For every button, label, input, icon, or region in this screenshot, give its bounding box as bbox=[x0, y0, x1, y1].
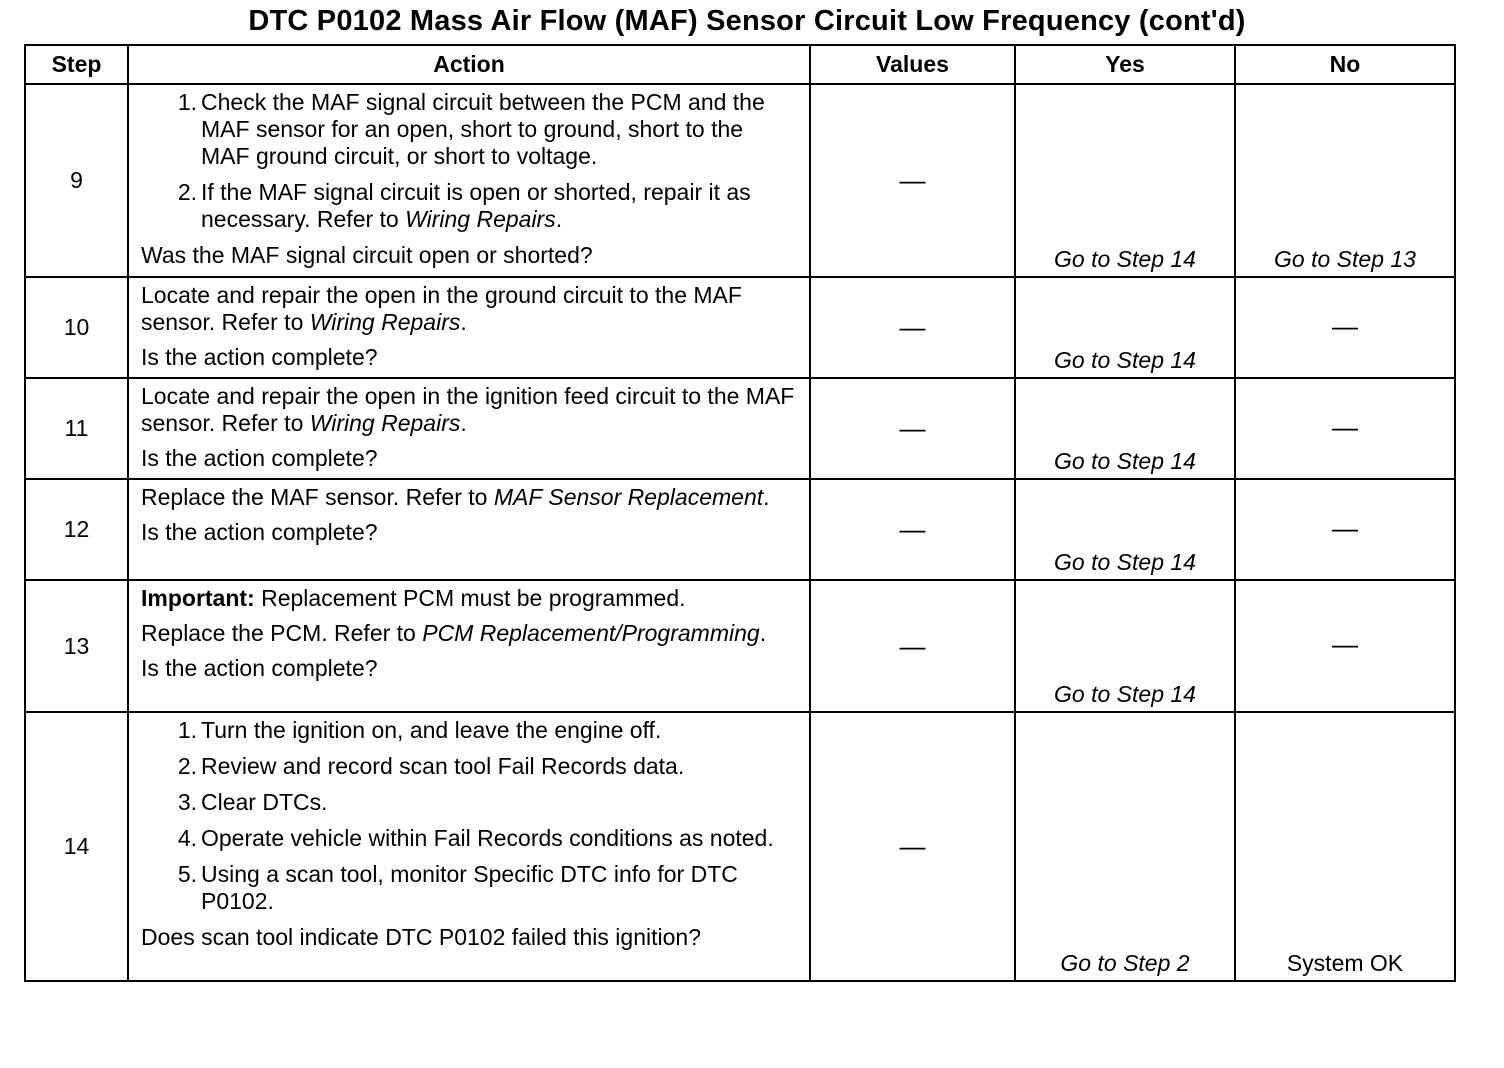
table-header-row bbox=[25, 45, 1455, 84]
header-values: Values bbox=[810, 45, 1015, 84]
diagnostic-table bbox=[24, 44, 1456, 982]
reference-link: Wiring Repairs bbox=[405, 206, 556, 232]
action-text bbox=[141, 620, 797, 647]
action-text-main: Locate and repair the open in the ignition feed circuit to the MAF sensor. Refer to bbox=[141, 383, 795, 436]
list-item bbox=[141, 717, 797, 744]
action-text-main: Replace the MAF sensor. Refer to bbox=[141, 484, 488, 510]
list-item bbox=[141, 753, 797, 780]
step-number: 12 bbox=[25, 479, 128, 580]
action-question: Does scan tool indicate DTC P0102 failed this ignition? bbox=[141, 924, 701, 950]
action-question: Is the action complete? bbox=[141, 344, 378, 370]
no-cell: Go to Step 13 bbox=[1235, 84, 1455, 277]
yes-cell: Go to Step 14 bbox=[1015, 277, 1235, 378]
list-text: Operate vehicle within Fail Records conditions as noted. bbox=[201, 825, 774, 851]
action-list bbox=[141, 717, 797, 915]
list-text-end: . bbox=[555, 206, 563, 232]
action-text bbox=[141, 383, 797, 437]
step-number: 14 bbox=[25, 712, 128, 981]
list-item bbox=[141, 789, 797, 816]
action-text-end: . bbox=[460, 309, 467, 335]
list-text: Review and record scan tool Fail Records data. bbox=[201, 753, 685, 779]
action-list bbox=[141, 89, 797, 233]
table-row-step-11 bbox=[25, 378, 1455, 479]
list-text: Using a scan tool, monitor Specific DTC info for DTC P0102. bbox=[201, 861, 738, 914]
list-number: 3. bbox=[177, 789, 197, 815]
header-step: Step bbox=[25, 45, 128, 84]
header-no: No bbox=[1235, 45, 1455, 84]
no-cell: — bbox=[1235, 378, 1455, 479]
header-action: Action bbox=[128, 45, 810, 84]
action-text-main: Replace the PCM. Refer to bbox=[141, 620, 416, 646]
reference-link: MAF Sensor Replacement bbox=[493, 484, 764, 510]
table-row-step-14 bbox=[25, 712, 1455, 981]
no-cell: — bbox=[1235, 277, 1455, 378]
no-cell: System OK bbox=[1235, 712, 1455, 981]
page-title: DTC P0102 Mass Air Flow (MAF) Sensor Circuit Low Frequency (cont'd) bbox=[248, 5, 1246, 37]
no-cell: — bbox=[1235, 479, 1455, 580]
action-text-end: . bbox=[763, 484, 770, 510]
header-yes: Yes bbox=[1015, 45, 1235, 84]
step-number: 11 bbox=[25, 378, 128, 479]
values-cell: — bbox=[810, 580, 1015, 712]
list-number: 1. bbox=[177, 89, 197, 115]
action-text-end: . bbox=[460, 410, 467, 436]
action-question: Was the MAF signal circuit open or shorted? bbox=[141, 242, 593, 268]
values-cell: — bbox=[810, 84, 1015, 277]
action-question: Is the action complete? bbox=[141, 445, 378, 471]
table-row-step-9 bbox=[25, 84, 1455, 277]
no-cell: — bbox=[1235, 580, 1455, 712]
values-cell: — bbox=[810, 378, 1015, 479]
table-row-step-10 bbox=[25, 277, 1455, 378]
values-cell: — bbox=[810, 712, 1015, 981]
step-number: 9 bbox=[25, 84, 128, 277]
list-item bbox=[141, 179, 797, 233]
action-text bbox=[141, 484, 797, 511]
list-text bbox=[201, 179, 797, 233]
yes-cell: Go to Step 2 bbox=[1015, 712, 1235, 981]
yes-cell: Go to Step 14 bbox=[1015, 580, 1235, 712]
action-text bbox=[141, 282, 797, 336]
table-row-step-13 bbox=[25, 580, 1455, 712]
list-item bbox=[141, 861, 797, 915]
action-cell bbox=[128, 580, 810, 712]
reference-link: Wiring Repairs bbox=[309, 309, 461, 335]
list-text: Turn the ignition on, and leave the engine off. bbox=[201, 717, 662, 743]
list-text-main: If the MAF signal circuit is open or shorted, repair it as necessary. Refer to bbox=[201, 179, 751, 232]
action-text-main: Locate and repair the open in the ground circuit to the MAF sensor. Refer to bbox=[141, 282, 742, 335]
action-question: Is the action complete? bbox=[141, 519, 378, 545]
action-question: Is the action complete? bbox=[141, 655, 378, 681]
important-note bbox=[141, 585, 797, 612]
action-cell bbox=[128, 378, 810, 479]
action-text-end: . bbox=[759, 620, 767, 646]
step-number: 10 bbox=[25, 277, 128, 378]
list-text: Check the MAF signal circuit between the PCM and the MAF sensor for an open, short to ground, short to the MAF ground circuit, or short to voltage. bbox=[201, 89, 765, 169]
list-number: 1. bbox=[177, 717, 197, 743]
list-text: Clear DTCs. bbox=[201, 789, 328, 815]
yes-cell: Go to Step 14 bbox=[1015, 378, 1235, 479]
important-label: Important: bbox=[141, 585, 255, 611]
list-number: 2. bbox=[177, 179, 197, 205]
values-cell: — bbox=[810, 479, 1015, 580]
yes-cell: Go to Step 14 bbox=[1015, 84, 1235, 277]
list-number: 5. bbox=[177, 861, 197, 887]
values-cell: — bbox=[810, 277, 1015, 378]
action-cell bbox=[128, 712, 810, 981]
list-item bbox=[141, 89, 797, 170]
reference-link: Wiring Repairs bbox=[309, 410, 461, 436]
important-text: Replacement PCM must be programmed. bbox=[261, 585, 686, 611]
action-cell bbox=[128, 277, 810, 378]
list-number: 4. bbox=[177, 825, 197, 851]
step-number: 13 bbox=[25, 580, 128, 712]
table-row-step-12 bbox=[25, 479, 1455, 580]
action-cell bbox=[128, 84, 810, 277]
action-cell bbox=[128, 479, 810, 580]
list-number: 2. bbox=[177, 753, 197, 779]
list-item bbox=[141, 825, 797, 852]
reference-link: PCM Replacement/Programming bbox=[422, 620, 760, 646]
yes-cell: Go to Step 14 bbox=[1015, 479, 1235, 580]
